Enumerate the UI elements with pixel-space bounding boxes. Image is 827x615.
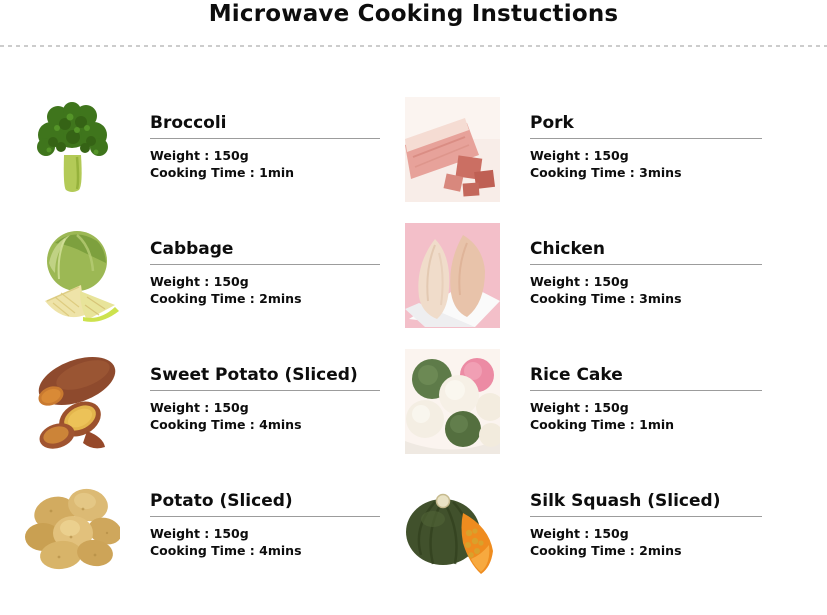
food-item-chicken (380, 218, 827, 344)
sweet-potato-image (25, 349, 120, 454)
food-name: Potato (Sliced) (150, 491, 380, 517)
food-info (530, 491, 762, 559)
food-info (150, 365, 380, 433)
food-item-silk-squash (380, 470, 827, 596)
food-item-broccoli (0, 92, 380, 218)
food-item-rice-cake (380, 344, 827, 470)
food-items-grid (0, 92, 827, 596)
food-name: Rice Cake (530, 365, 762, 391)
food-item-potato (0, 470, 380, 596)
food-cooking-time: Cooking Time : 3mins (530, 291, 682, 306)
broccoli-image (25, 97, 120, 202)
food-weight: Weight : 150g (150, 274, 249, 289)
food-cooking-time: Cooking Time : 1min (150, 165, 295, 180)
food-cooking-time: Cooking Time : 4mins (150, 417, 302, 432)
food-info (150, 239, 380, 307)
potato-image (25, 475, 120, 580)
food-name: Chicken (530, 239, 762, 265)
food-name: Cabbage (150, 239, 380, 265)
food-weight: Weight : 150g (530, 526, 629, 541)
food-info (530, 365, 762, 433)
food-name: Pork (530, 113, 762, 139)
page-title: Microwave Cooking Instuctions (208, 1, 619, 27)
food-cooking-time: Cooking Time : 2mins (150, 291, 302, 306)
food-name: Broccoli (150, 113, 380, 139)
food-cooking-time: Cooking Time : 4mins (150, 543, 302, 558)
food-weight: Weight : 150g (150, 526, 249, 541)
silk-squash-image (405, 475, 500, 580)
food-item-pork (380, 92, 827, 218)
food-weight: Weight : 150g (150, 148, 249, 163)
food-weight: Weight : 150g (530, 148, 629, 163)
cabbage-image (25, 223, 120, 328)
chicken-image (405, 223, 500, 328)
food-info (150, 491, 380, 559)
food-cooking-time: Cooking Time : 2mins (530, 543, 682, 558)
food-name: Sweet Potato (Sliced) (150, 365, 380, 391)
food-weight: Weight : 150g (530, 400, 629, 415)
food-weight: Weight : 150g (530, 274, 629, 289)
food-weight: Weight : 150g (150, 400, 249, 415)
food-item-sweet-potato (0, 344, 380, 470)
food-info (530, 113, 762, 181)
food-info (150, 113, 380, 181)
food-info (530, 239, 762, 307)
pork-image (405, 97, 500, 202)
rice-cake-image (405, 349, 500, 454)
food-name: Silk Squash (Sliced) (530, 491, 762, 517)
food-cooking-time: Cooking Time : 1min (530, 417, 675, 432)
food-item-cabbage (0, 218, 380, 344)
food-cooking-time: Cooking Time : 3mins (530, 165, 682, 180)
dashed-divider (0, 45, 827, 47)
